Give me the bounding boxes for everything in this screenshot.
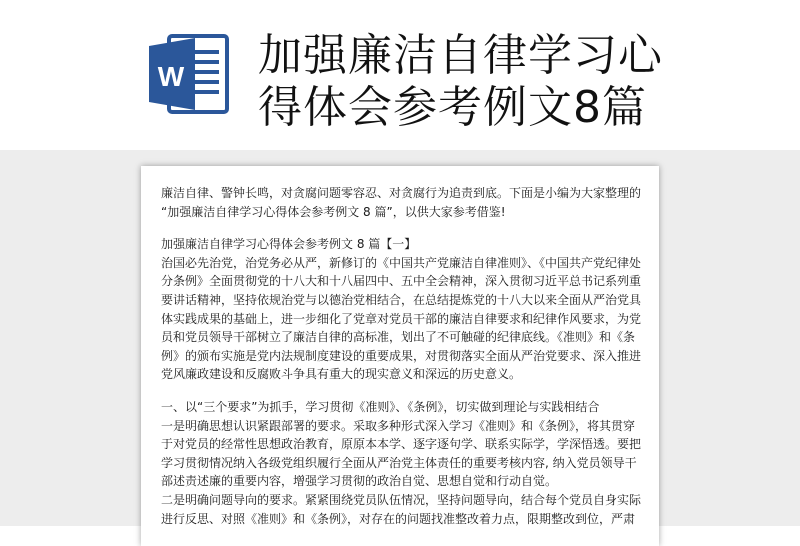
intro-line: 廉洁自律、警钟长鸣，对贪腐问题零容忍、对贪腐行为追责到底。下面是小编为大家整理的: [161, 186, 642, 200]
paragraph-line: 学习贯彻情况纳入各级党组织履行全面从严治党主体责任的重要考核内容, 纳入党员领导干: [161, 455, 637, 470]
paragraph-line: 一、以“三个要求”为抓手，学习贯彻《准则》、《条例》，切实做到理论与实践相结合: [161, 399, 600, 414]
paragraph-line: 进行反思、对照《准则》和《条例》，对存在的问题找准整改着力点，限期整改到位，严肃: [161, 511, 636, 526]
paragraph-line: 一是明确思想认识紧跟部署的要求。采取多种形式深入学习《准则》和《条例》，将其贯穿: [161, 418, 636, 433]
paragraph-line: 于对党员的经常性思想政治教育，原原本本学、逐字逐句学、联系实际学，学深悟透。要把: [161, 437, 642, 452]
paragraph-line: 分条例》全面贯彻党的十八大和十八届四中、五中全会精神，深入贯彻习近平总书记系列重: [161, 274, 642, 289]
document-content: [161, 184, 645, 528]
word-document-icon: [147, 32, 231, 116]
paragraph-line: 部述责述廉的重要内容，增强学习贯彻的政治自觉、思想自觉和行动自觉。: [161, 474, 558, 489]
paragraph-line: 体实践成果的基础上，进一步细化了党章对党员干部的廉洁自律要求和纪律作风要求，为党: [161, 311, 642, 326]
title-line-2: 得体会参考例文8篇: [258, 82, 647, 133]
title-line-1: 加强廉洁自律学习心: [258, 30, 663, 81]
word-icon-letter: W: [157, 61, 185, 92]
paragraph-line: 员和党员领导干部树立了廉洁自律的高标准，划出了不可触碰的纪律底线。《准则》和《条: [161, 330, 636, 345]
document-page: [141, 166, 659, 546]
paragraph-line: 治国必先治党，治党务必从严，新修订的《中国共产党廉洁自律准则》、《中国共产党纪律处: [161, 255, 642, 270]
page-title: [258, 30, 663, 134]
intro-line: “加强廉洁自律学习心得体会参考例文 8 篇”，以供大家参考借鉴!: [161, 204, 506, 219]
paragraph-line: 例》的颁布实施是党内法规制度建设的重要成果，对贯彻落实全面从严治党要求、深入推进: [161, 348, 642, 363]
header-banner: [0, 0, 800, 150]
paragraph-line: 要讲话精神，坚持依规治党与以德治党相结合，在总结提炼党的十八大以来全面从严治党具: [161, 292, 642, 307]
paragraph-line: 党风廉政建设和反腐败斗争具有重大的现实意义和深远的历史意义。: [161, 367, 522, 382]
section-title: 加强廉洁自律学习心得体会参考例文 8 篇【一】: [161, 237, 417, 252]
paragraph-line: 二是明确问题导向的要求。紧紧围绕党员队伍情况，坚持问题导向，结合每个党员自身实际: [161, 492, 642, 507]
